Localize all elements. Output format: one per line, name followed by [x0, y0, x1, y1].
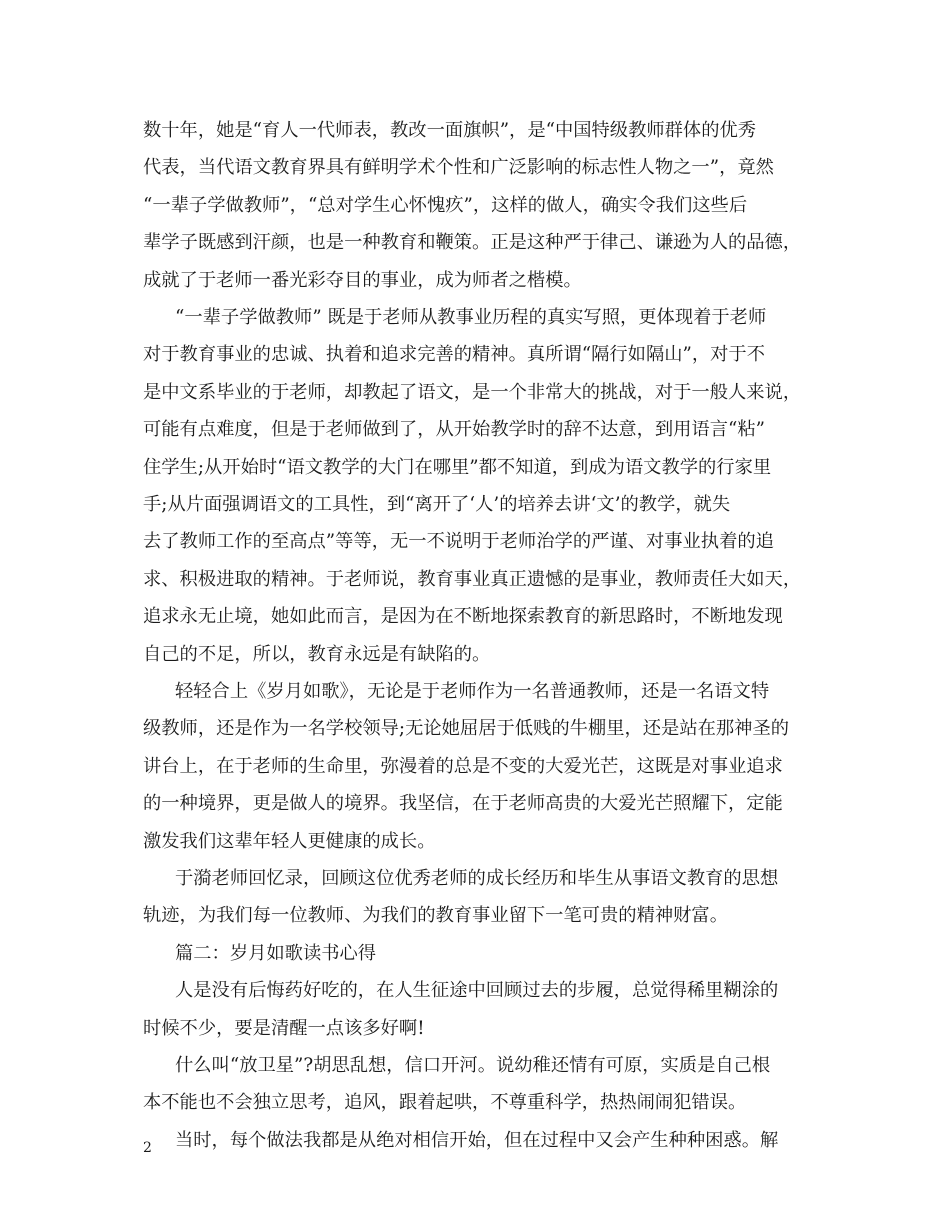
- text-line: 对于教育事业的忠诚、执着和追求完善的精神。真所谓“隔行如隔山”，对于不: [143, 344, 765, 366]
- text-line: “一辈子学做教师”，“总对学生心怀愧疚”，这样的做人，确实令我们这些后: [143, 194, 748, 216]
- text-line: 时候不少，要是清醒一点该多好啊!: [143, 1017, 425, 1039]
- text-line: 数十年，她是“育人一代师表，教改一面旗帜”，是“中国特级教师群体的优秀: [143, 120, 757, 141]
- text-line: 本不能也不会独立思考，追风，跟着起哄，不尊重科学，热热闹闹犯错误。: [143, 1092, 747, 1114]
- section-heading: 篇二：岁月如歌读书心得: [175, 942, 377, 964]
- text-line: 人是没有后悔药好吃的，在人生征途中回顾过去的步履，总觉得稀里糊涂的: [175, 980, 779, 1002]
- text-line: 是中文系毕业的于老师，却教起了语文，是一个非常大的挑战，对于一般人来说，: [143, 381, 802, 403]
- text-line: 当时，每个做法我都是从绝对相信开始，但在过程中又会产生种种困惑。解: [175, 1129, 779, 1151]
- text-line: 的一种境界，更是做人的境界。我坚信，在于老师高贵的大爱光芒照耀下，定能: [143, 793, 783, 815]
- text-line: 成就了于老师一番光彩夺目的事业，成为师者之楷模。: [143, 269, 582, 291]
- text-line: 住学生;从开始时“语文教学的大门在哪里”都不知道，到成为语文教学的行家里: [143, 456, 772, 478]
- page-number: 2: [143, 1140, 152, 1156]
- text-line: 辈学子既感到汗颜，也是一种教育和鞭策。正是这种严于律己、谦逊为人的品德，: [143, 232, 802, 254]
- text-line: 自己的不足，所以，教育永远是有缺陷的。: [143, 643, 491, 665]
- text-line: 可能有点难度，但是于老师做到了，从开始教学时的辞不达意，到用语言“粘”: [143, 419, 765, 441]
- text-line: 级教师，还是作为一名学校领导;无论她屈居于低贱的牛棚里，还是站在那神圣的: [143, 718, 790, 740]
- text-line: 代表，当代语文教育界具有鲜明学术个性和广泛影响的标志性人物之一”，竟然: [143, 157, 774, 179]
- text-line: 求、积极进取的精神。于老师说，教育事业真正遗憾的是事业，教师责任大如天，: [143, 568, 802, 590]
- text-line: 激发我们这辈年轻人更健康的成长。: [143, 830, 436, 852]
- text-line: 轨迹，为我们每一位教师、为我们的教育事业留下一笔可贵的精神财富。: [143, 905, 728, 927]
- text-line: 什么叫“放卫星”?胡思乱想，信口开河。说幼稚还情有可原，实质是自己根: [175, 1055, 771, 1076]
- text-line: 手;从片面强调语文的工具性，到“离开了‘人’的培养去讲‘文’的教学，就失: [143, 494, 731, 515]
- text-line: 轻轻合上《岁月如歌》，无论是于老师作为一名普通教师，还是一名语文特: [175, 681, 770, 702]
- text-line: “一辈子学做教师” 既是于老师从教事业历程的真实写照，更体现着于老师: [175, 307, 767, 328]
- text-line: 讲台上，在于老师的生命里，弥漫着的总是不变的大爱光芒，这既是对事业追求: [143, 755, 783, 777]
- text-line: 去了教师工作的至高点”等等，无一不说明于老师治学的严谨、对事业执着的追: [143, 531, 774, 553]
- text-line: 追求永无止境，她如此而言，是因为在不断地探索教育的新思路时，不断地发现: [143, 606, 783, 628]
- text-line: 于漪老师回忆录，回顾这位优秀老师的成长经历和毕生从事语文教育的思想: [175, 868, 779, 889]
